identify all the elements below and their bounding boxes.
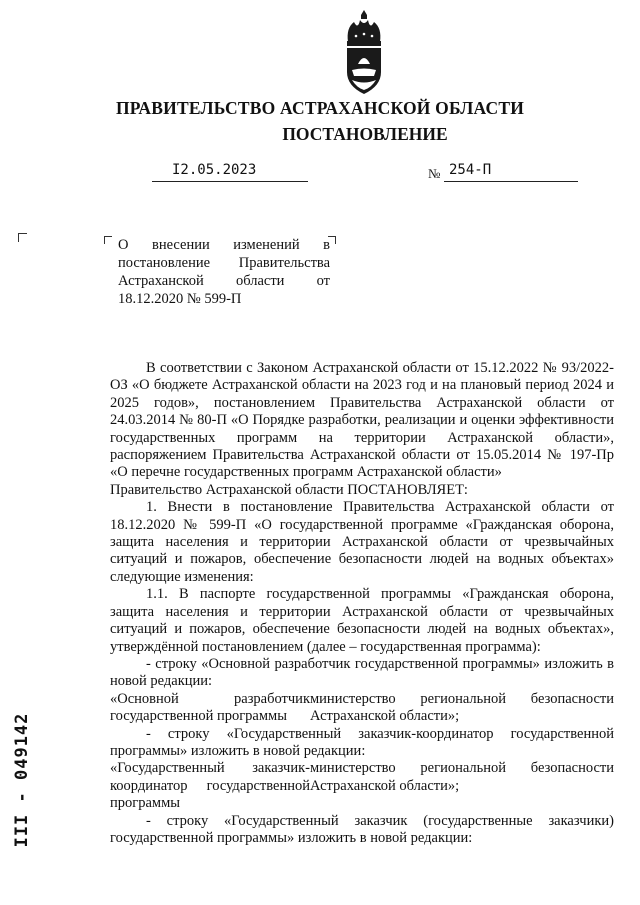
number-underline bbox=[444, 181, 578, 182]
subject-bracket-left bbox=[104, 236, 112, 244]
dash-paragraph-customer: - строку «Государственный заказчик (государственные заказчики) государственной программы» изложить в новой редакции: bbox=[110, 812, 614, 846]
passport-row-value: министерство региональной безопасности Астраханской области»; bbox=[310, 690, 614, 725]
item-1-1-paragraph: 1.1. В паспорте государственной программы «Гражданская оборона, защита населения и территории Астраханской области от чрезвычайных ситуаций и пожаров, обеспечение безопасности людей на водных объектах», утверждённой постановлением (далее – государственная программа): bbox=[110, 586, 614, 655]
dash-paragraph-coordinator: - строку «Государственный заказчик-координатор государственной программы» изложить в новой редакции: bbox=[110, 725, 614, 759]
passport-row-label: «Государственный заказчик-координатор государственной программы bbox=[110, 760, 310, 812]
decree-phrase: Правительство Астраханской области ПОСТАНОВЛЯЕТ: bbox=[110, 481, 468, 498]
decree-body bbox=[110, 360, 614, 847]
serial-stamp-text: III - 049142 bbox=[12, 712, 32, 848]
preamble-paragraph: В соответствии с Законом Астраханской области от 15.12.2022 № 93/2022-ОЗ «О бюджете Астраханской области на 2023 год и на плановый период 2024 и 2025 годов», постановлением Правительства Астраханской области от 24.03.2014 № 80-П «О Порядке разработки, реализации и оценки эффективности государственных программ на территории Астраханской области», распоряжением Правительства Астраханской области от 15.05.2014 № 197-Пр «О перечне государственных программ Астраханской области» bbox=[110, 360, 614, 481]
margin-corner-mark bbox=[18, 233, 27, 242]
decree-number: 254-П bbox=[449, 162, 492, 178]
passport-row-label: «Основной разработчик государственной программы bbox=[110, 690, 310, 725]
decree-date: I2.05.2023 bbox=[172, 162, 257, 178]
passport-row-coordinator bbox=[110, 760, 614, 812]
date-underline bbox=[152, 181, 308, 182]
document-type: ПОСТАНОВЛЕНИЕ bbox=[282, 124, 448, 144]
decree-subject: О внесении изменений в постановление Правительства Астраханской области от 18.12.2020 № 599-П bbox=[118, 237, 330, 307]
passport-row-developer bbox=[110, 691, 614, 726]
government-title: ПРАВИТЕЛЬСТВО АСТРАХАНСКОЙ ОБЛАСТИ bbox=[115, 98, 525, 118]
passport-row-value: министерство региональной безопасности Астраханской области»; bbox=[310, 760, 614, 794]
dash-paragraph-developer: - строку «Основной разработчик государственной программы» изложить в новой редакции: bbox=[110, 655, 614, 690]
serial-stamp bbox=[12, 680, 32, 880]
item-1-paragraph: 1. Внести в постановление Правительства Астраханской области от 18.12.2020 № 599-П «О государственной программе «Гражданская оборона, защита населения и территории Астраханской области от чрезвычайных ситуаций и пожаров, обеспечение безопасности людей на водных объектах» следующие изменения: bbox=[110, 499, 614, 585]
coat-of-arms-emblem bbox=[338, 8, 390, 100]
number-sign: № bbox=[428, 166, 441, 181]
